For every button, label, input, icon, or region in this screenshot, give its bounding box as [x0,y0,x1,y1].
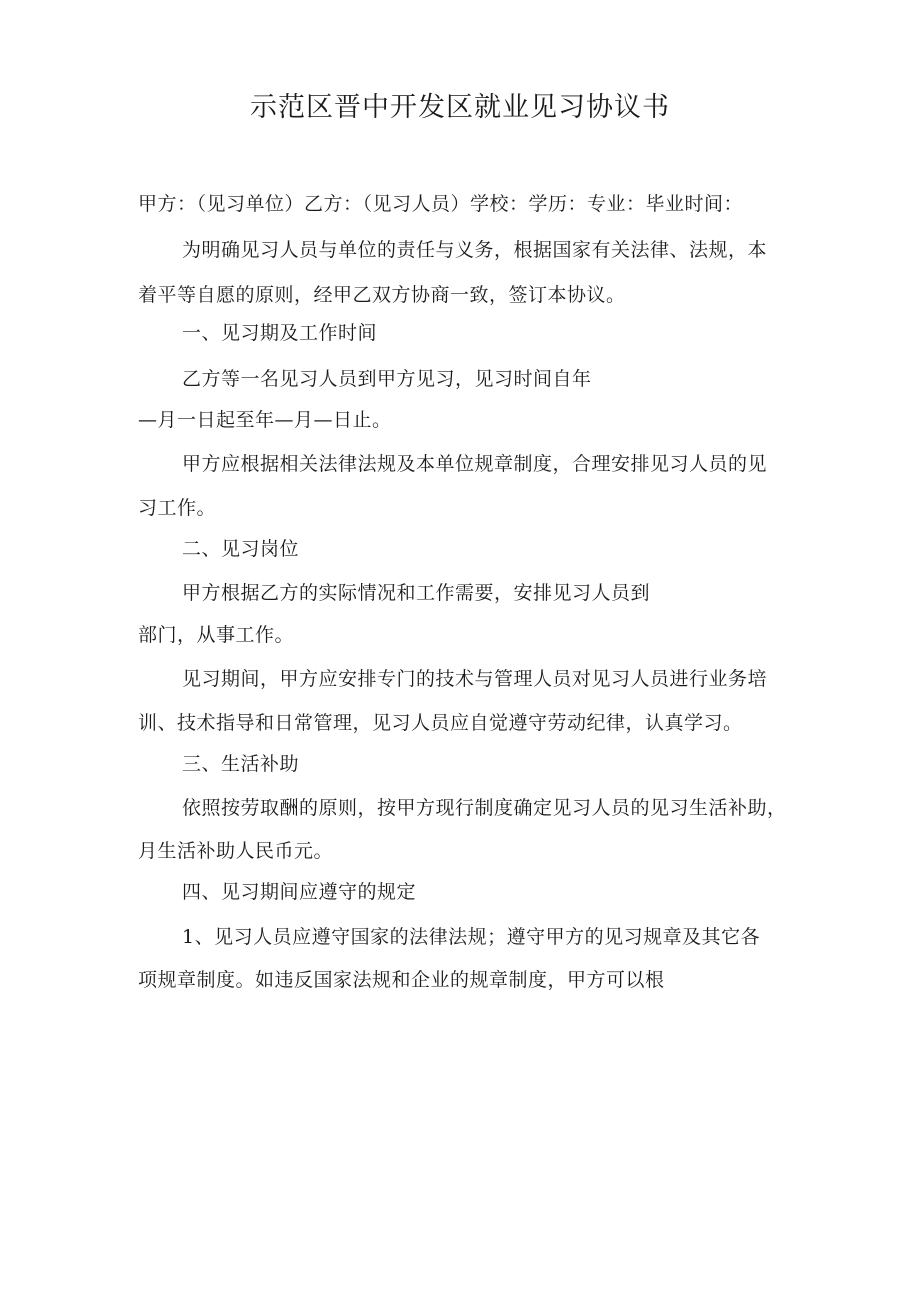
paragraph-line: 习工作。 [138,497,217,519]
paragraph-line: 甲方应根据相关法律法规及本单位规章制度，合理安排见习人员的见 [182,453,768,475]
paragraph-line: 部门，从事工作。 [138,624,295,646]
section-heading-3: 三、生活补助 [182,753,300,775]
paragraph-line: 为明确见习人员与单位的责任与义务，根据国家有关法律、法规，本 [182,239,768,261]
paragraph-line: 甲方根据乙方的实际情况和工作需要，安排见习人员到 [182,582,651,604]
section-heading-4: 四、见习期间应遵守的规定 [182,881,417,903]
paragraph-line: 项规章制度。如违反国家法规和企业的规章制度，甲方可以根 [138,969,665,991]
paragraph-line: 1、见习人员应遵守国家的法律法规；遵守甲方的见习规章及其它各 [182,926,761,948]
paragraph-line: —月一日起至年—月—日止。 [138,409,392,431]
section-heading-1: 一、见习期及工作时间 [182,322,378,344]
paragraph-line: 依照按劳取酬的原则，按甲方现行制度确定见习人员的见习生活补助， [182,797,787,819]
section-heading-2: 二、见习岗位 [182,538,300,560]
paragraph-line: 着平等自愿的原则，经甲乙双方协商一致，签订本协议。 [138,284,626,306]
document-title: 示范区晋中开发区就业见习协议书 [250,92,670,123]
paragraph-line: 训、技术指导和日常管理，见习人员应自觉遵守劳动纪律，认真学习。 [138,712,743,734]
paragraph-line: 乙方等一名见习人员到甲方见习，见习时间自年 [182,368,592,390]
paragraph-line: 见习期间，甲方应安排专门的技术与管理人员对见习人员进行业务培 [182,668,768,690]
paragraph-line: 月生活补助人民币元。 [138,840,334,862]
party-info-line: 甲方：（见习单位）乙方：（见习人员）学校：学历：专业：毕业时间： [138,193,744,215]
